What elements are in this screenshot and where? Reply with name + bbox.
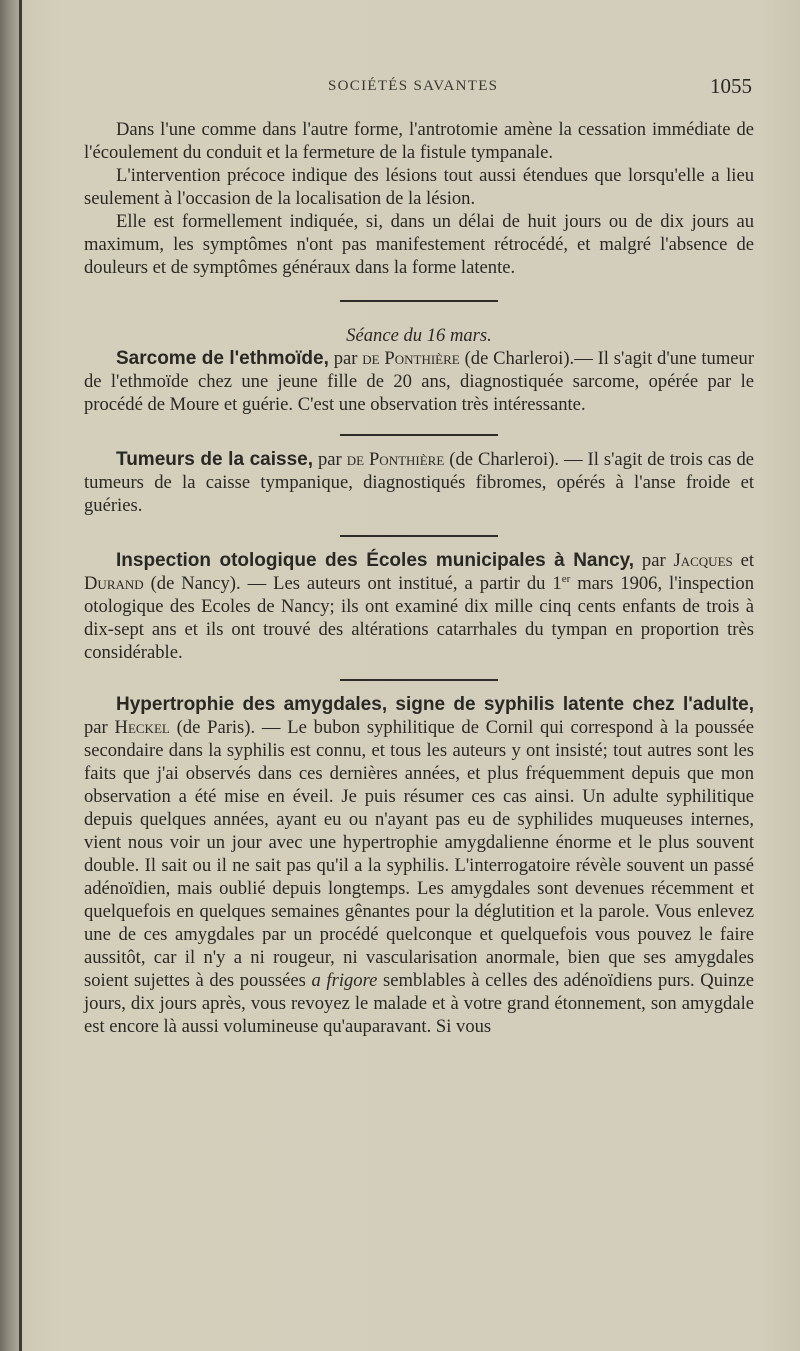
by-label: par <box>641 550 666 571</box>
italic-phrase: a frigore <box>311 970 378 991</box>
entry-body: (de Charleroi). — Il s'agit de trois cas de tumeurs de la caisse tympanique, diagnostiqués fibromes, opérés à l'anse froide et guéries. <box>84 449 755 516</box>
page-header <box>82 74 752 102</box>
author-name: Durand <box>84 573 144 594</box>
entry-body: mars 1906, l'inspection otologique des Ecoles de Nancy; ils ont examiné dix mille cinq cents enfants de trois à dix-sept ans et ils ont trouvé des altérations catarrhales du tympan en proportion très considérable. <box>84 573 754 663</box>
entry-sarcome <box>84 347 754 416</box>
by-label: par <box>333 348 358 369</box>
paragraph-2: L'intervention précoce indique des lésions tout aussi étendues que lorsqu'elle a lieu seulement à l'occasion de la localisation de la lésion. <box>84 165 754 209</box>
entry-body: (de Charleroi).— Il s'agit d'une tumeur de l'ethmoïde chez une jeune fille de 20 ans, diagnostiquée sarcome, opérée par le procédé de Moure et guérie. C'est une observation très intéressante. <box>84 348 755 415</box>
by-label: par <box>317 449 342 470</box>
running-title: SOCIÉTÉS SAVANTES <box>328 78 499 94</box>
entry-divider <box>340 434 498 436</box>
author-name: de Ponthière <box>362 348 460 369</box>
entry-body: (de Nancy). — Les auteurs ont institué, a partir du 1 <box>150 573 562 594</box>
author-name: Heckel <box>114 717 170 738</box>
entry-title: Hypertrophie des amygdales, signe de syphilis latente chez l'adulte, <box>116 694 754 715</box>
page-edge-line <box>19 0 22 1351</box>
entry-title: Inspection otologique des Écoles municipales à Nancy, <box>116 550 635 571</box>
entry-divider <box>340 679 498 681</box>
entry-hypertrophie <box>84 693 754 1038</box>
paragraph-1: Dans l'une comme dans l'autre forme, l'antrotomie amène la cessation immédiate de l'écoulement du conduit et la fermeture de la fistule tympanale. <box>84 119 754 163</box>
book-spine-shadow <box>0 0 20 1351</box>
entry-title: Sarcome de l'ethmoïde, <box>116 348 329 369</box>
entry-tumeurs <box>84 448 754 517</box>
entry-body: (de Paris). — Le bubon syphilitique de Cornil qui correspond à la poussée secondaire dans la syphilis est connu, et tous les auteurs y ont insisté; tout autres sont les faits que j'ai observés dans ces dernières années, et plus fréquemment depuis que mon observation a été mise en éveil. Je puis résumer ces cas ainsi. Un adulte syphilitique depuis quelques années, ayant eu ou n'ayant pas eu de syphilides muqueuses internes, vient nous voir un jour avec une hypertrophie amygdalienne énorme et le plus souvent double. Il sait ou il ne sait pas qu'il a la syphilis. L'interrogatoire révèle souvent un passé adénoïdien, mais oublié depuis longtemps. Les amygdales sont devenues récemment et quelquefois en quelques semaines gênantes pour la déglutition et la parole. Vous enlevez une de ces amygdales par un procédé quelconque et quelquefois vous pouvez le faire aussitôt, car il n'y a ni rougeur, ni vascularisation anormale, bien que ses amygdales soient sujettes à des poussées <box>84 717 754 991</box>
author-name: Jacques <box>673 550 733 571</box>
paragraph-3: Elle est formellement indiquée, si, dans un délai de huit jours ou de dix jours au maximum, les symptômes n'ont pas manifestement rétrocédé, et malgré l'absence de douleurs et de symptômes généraux dans la forme latente. <box>84 211 754 278</box>
entry-title: Tumeurs de la caisse, <box>116 449 313 470</box>
entry-body: semblables à celles des adénoïdiens purs. Quinze jours, dix jours après, vous revoyez le malade et à votre grand étonnement, son amygdale est encore là aussi volumineuse qu'auparavant. Si vous <box>84 970 754 1037</box>
ordinal-suffix: er <box>561 572 571 585</box>
page-number: 1055 <box>710 74 752 98</box>
author-name: de Ponthière <box>346 449 445 470</box>
conjunction: et <box>740 550 754 571</box>
session-date-heading: Séance du 16 mars. <box>346 325 492 346</box>
entry-inspection <box>84 549 754 664</box>
by-label: par <box>84 717 108 738</box>
body-text <box>84 118 754 1038</box>
section-divider <box>340 300 498 302</box>
entry-divider <box>340 535 498 537</box>
